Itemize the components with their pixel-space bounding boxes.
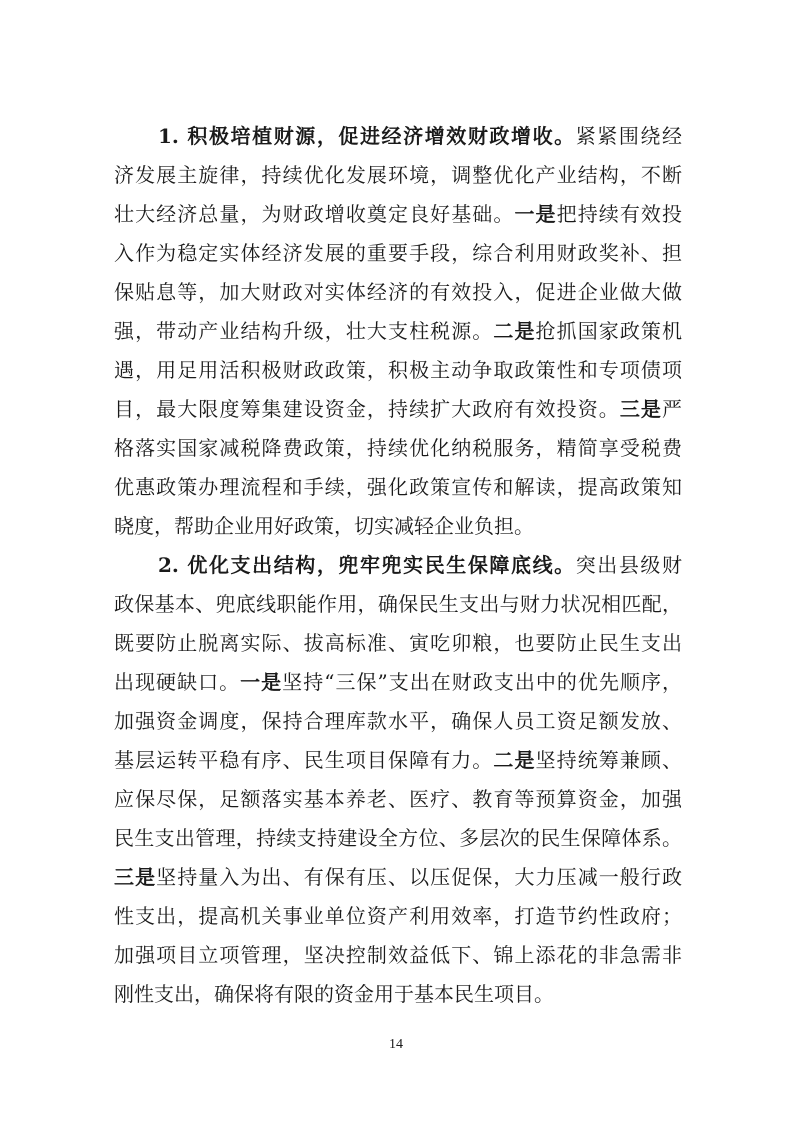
body-text-run: 出现硬缺口。 <box>114 670 241 694</box>
page-number: 14 <box>389 1037 403 1052</box>
body-text-run: 遇，用足用活积极财政政策，积极主动争取政策性和专项债项 <box>114 358 682 382</box>
body-text-run: 严 <box>662 397 683 421</box>
paragraph-line <box>114 858 682 897</box>
emphasis-text: 三是 <box>619 397 663 421</box>
paragraph-line <box>114 936 682 975</box>
paragraph-line <box>114 468 682 507</box>
emphasis-text: 二是 <box>493 748 536 772</box>
body-text-run: 坚持统筹兼顾、 <box>535 748 683 772</box>
body-text-run: 紧紧围绕经 <box>575 124 683 148</box>
body-text-run: 坚持量入为出、有保有压、以压促保，大力压减一般行政 <box>156 865 683 889</box>
paragraph-line <box>114 273 682 312</box>
body-text-run: 应保尽保，足额落实基本养老、医疗、教育等预算资金，加强 <box>114 787 682 811</box>
body-text-run: 性支出，提高机关事业单位资产利用效率，打造节约性政府； <box>114 904 682 928</box>
body-text-run: 晓度，帮助企业用好政策，切实减轻企业负担。 <box>114 514 534 538</box>
body-text-run: 政保基本、兜底线职能作用，确保民生支出与财力状况相匹配， <box>114 592 682 616</box>
body-text-run: 入作为稳定实体经济发展的重要手段，综合利用财政奖补、担 <box>114 241 682 265</box>
section-heading: 1. 积极培植财源，促进经济增效财政增收。 <box>158 124 576 148</box>
paragraph-line <box>114 234 682 273</box>
body-text-run: 把持续有效投 <box>556 202 683 226</box>
emphasis-text: 二是 <box>493 319 536 343</box>
paragraph-line <box>114 195 682 234</box>
paragraph-line <box>114 663 682 702</box>
paragraph-line <box>114 741 682 780</box>
emphasis-text: 一是 <box>240 670 283 694</box>
body-text-run: 保贴息等，加大财政对实体经济的有效投入，促进企业做大做 <box>114 280 682 304</box>
paragraph-line <box>114 897 682 936</box>
paragraph-line <box>114 429 682 468</box>
body-text-run: 坚持“三保”支出在财政支出中的优先顺序， <box>282 670 683 694</box>
body-text-run: 目，最大限度筹集建设资金，持续扩大政府有效投资。 <box>114 397 620 421</box>
paragraph-line <box>114 819 682 858</box>
emphasis-text: 三是 <box>114 865 157 889</box>
body-text-run: 抢抓国家政策机 <box>535 319 683 343</box>
paragraph-line <box>114 585 682 624</box>
body-text <box>114 117 682 1014</box>
paragraph-line <box>114 624 682 663</box>
emphasis-text: 一是 <box>514 202 557 226</box>
body-text-run: 基层运转平稳有序、民生项目保障有力。 <box>114 748 494 772</box>
body-text-run: 壮大经济总量，为财政增收奠定良好基础。 <box>114 202 515 226</box>
paragraph-line <box>114 975 682 1014</box>
body-text-run: 强，带动产业结构升级，壮大支柱税源。 <box>114 319 494 343</box>
paragraph-line <box>114 702 682 741</box>
body-text-run: 既要防止脱离实际、拔高标准、寅吃卯粮，也要防止民生支出 <box>114 631 682 655</box>
paragraph-line <box>114 351 682 390</box>
paragraph-line <box>114 507 682 546</box>
paragraph-line <box>114 780 682 819</box>
body-text-run: 加强项目立项管理，坚决控制效益低下、锦上添花的非急需非 <box>114 943 682 967</box>
paragraph-line <box>114 156 682 195</box>
paragraph-line <box>114 312 682 351</box>
body-text-run: 刚性支出，确保将有限的资金用于基本民生项目。 <box>114 982 554 1006</box>
paragraph-first-line <box>114 117 682 156</box>
body-text-run: 民生支出管理，持续支持建设全方位、多层次的民生保障体系。 <box>114 826 682 850</box>
body-text-run: 格落实国家减税降费政策，持续优化纳税服务，精简享受税费 <box>114 436 682 460</box>
body-text-run: 优惠政策办理流程和手续，强化政策宣传和解读，提高政策知 <box>114 475 682 499</box>
body-text-run: 济发展主旋律，持续优化发展环境，调整优化产业结构，不断 <box>114 163 682 187</box>
paragraph-line <box>114 390 682 429</box>
body-text-run: 突出县级财 <box>575 553 683 577</box>
section-heading: 2. 优化支出结构，兜牢兜实民生保障底线。 <box>158 553 576 577</box>
paragraph-first-line <box>114 546 682 585</box>
body-text-run: 加强资金调度，保持合理库款水平，确保人员工资足额发放、 <box>114 709 682 733</box>
